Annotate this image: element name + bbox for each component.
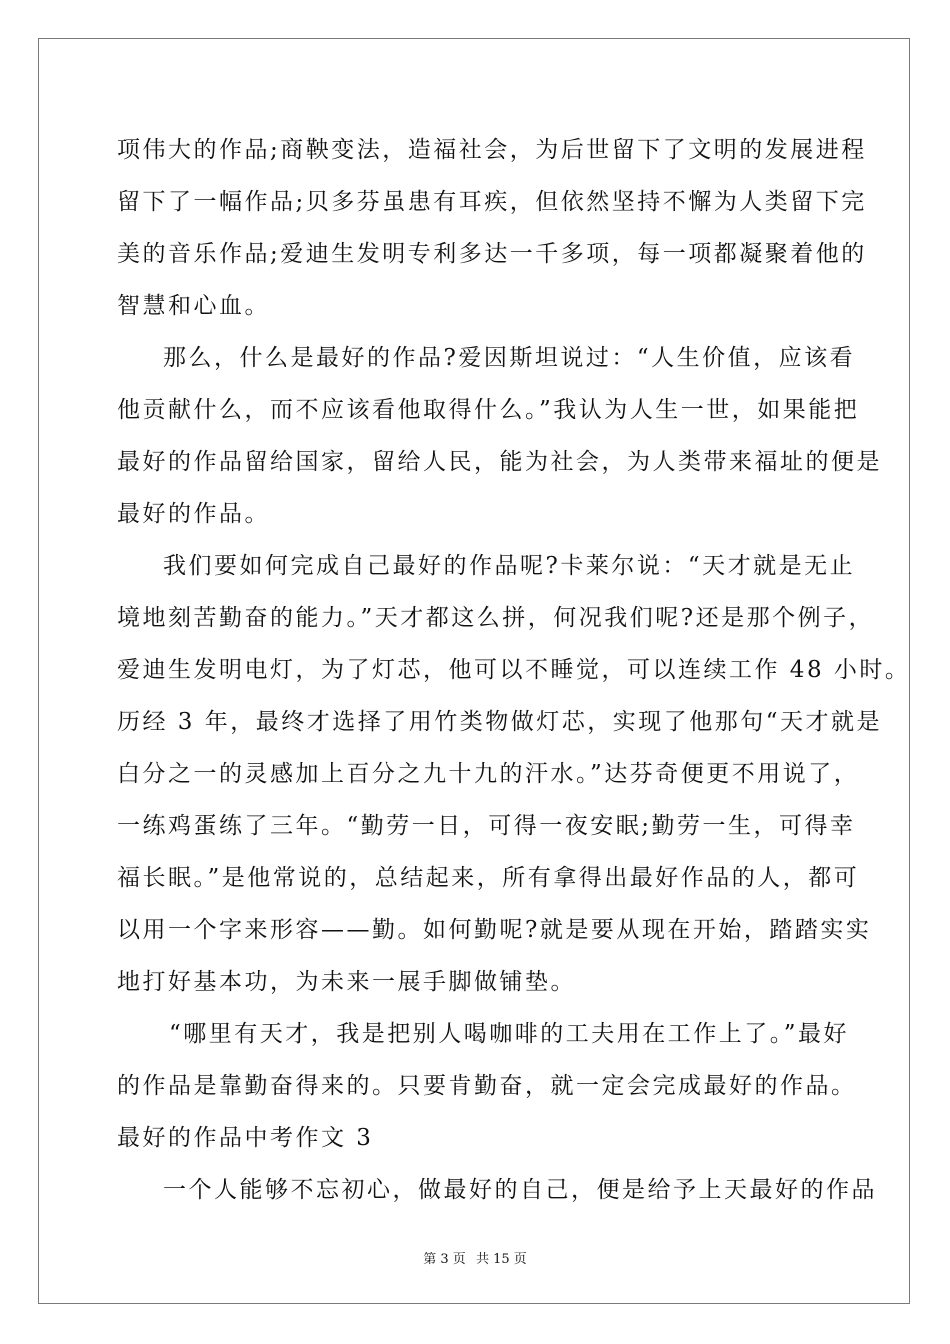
text-line: 境地刻苦勤奋的能力。”天才都这么拼，何况我们呢?还是那个例子， [117,605,875,631]
text-line: 以用一个字来形容——勤。如何勤呢?就是要从现在开始，踏踏实实 [117,917,872,943]
text-line: 地打好基本功，为未来一展手脚做铺垫。 [117,969,576,995]
text-line: 历经 3 年，最终才选择了用竹类物做灯芯，实现了他那句“天才就是 [117,709,883,735]
section-heading: 最好的作品中考作文 3 [117,1125,374,1151]
text-line: 最好的作品。 [117,501,270,527]
paragraph-start-line: 那么，什么是最好的作品?爱因斯坦说过：“人生价值，应该看 [163,345,856,371]
text-line: 美的音乐作品;爱迪生发明专利多达一千多项，每一项都凝聚着他的 [117,241,867,267]
paragraph-start-line: “哪里有天才，我是把别人喝咖啡的工夫用在工作上了。”最好 [169,1021,850,1047]
text-line: 最好的作品留给国家，留给人民，能为社会，为人类带来福址的便是 [117,449,882,475]
text-line: 他贡献什么，而不应该看他取得什么。”我认为人生一世，如果能把 [117,397,860,423]
page-number: 第 3 页 [423,1252,466,1267]
document-body [117,127,911,1219]
text-line: 爱迪生发明电灯，为了灯芯，他可以不睡觉，可以连续工作 48 小时。 [117,657,911,683]
paragraph-start-line: 我们要如何完成自己最好的作品呢?卡莱尔说：“天才就是无止 [163,553,856,579]
text-line: 一练鸡蛋练了三年。“勤劳一日，可得一夜安眠;勤劳一生，可得幸 [117,813,856,839]
page-total: 共 15 页 [475,1252,527,1267]
text-line: 智慧和心血。 [117,293,270,319]
text-line: 福长眠。”是他常说的，总结起来，所有拿得出最好作品的人，都可 [117,865,860,891]
text-line: 白分之一的灵感加上百分之九十九的汗水。”达芬奇便更不用说了， [117,761,860,787]
text-line: 项伟大的作品;商鞅变法，造福社会，为后世留下了文明的发展进程 [117,137,867,163]
paragraph-start-line: 一个人能够不忘初心，做最好的自己，便是给予上天最好的作品 [163,1177,877,1203]
text-line: 留下了一幅作品;贝多芬虽患有耳疾，但依然坚持不懈为人类留下完 [117,189,867,215]
text-line: 的作品是靠勤奋得来的。只要肯勤奋，就一定会完成最好的作品。 [117,1073,857,1099]
page-footer [0,1248,950,1267]
